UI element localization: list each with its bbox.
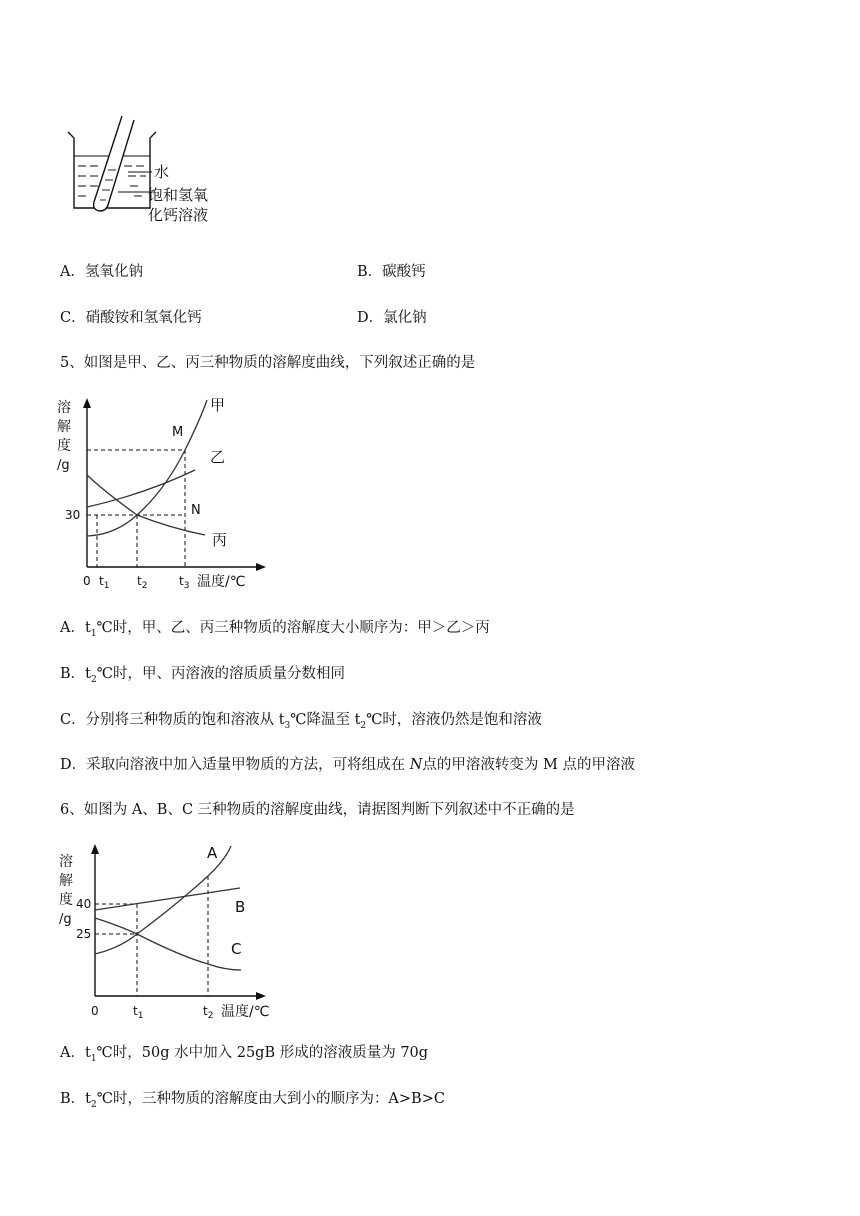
beaker-figure	[60, 112, 240, 230]
chart5-curve-bing	[87, 475, 205, 535]
chart5-series-jia: 甲	[210, 396, 226, 414]
chart5-ytick-30: 30	[65, 508, 81, 522]
chart6-ytick-40: 40	[76, 897, 92, 911]
chart6-series-c: C	[231, 940, 242, 958]
chart6-series-b: B	[235, 898, 246, 916]
chart6-xtick-t2: $t_2$	[203, 1004, 214, 1021]
chart6-xlabel: 温度/℃	[221, 1004, 270, 1020]
beaker-solution-label-1: 饱和氢氧	[148, 186, 209, 204]
chart5-point-n: N	[191, 503, 201, 518]
q4-option-c: C．硝酸铵和氢氧化钙	[60, 310, 202, 326]
chart6-ytick-25: 25	[76, 927, 92, 941]
chart-q6	[55, 838, 280, 1023]
q5-option-a: A．$t_1℃$时，甲、乙、丙三种物质的溶解度大小顺序为：甲＞乙＞丙	[60, 620, 490, 639]
chart5-ylabel-1: 溶	[57, 400, 71, 416]
beaker-water-label: 水	[154, 163, 170, 181]
q5-option-c: C．分别将三种物质的饱和溶液从 $t_3℃$降温至 $t_2℃$时，溶液仍然是饱和溶液	[60, 712, 542, 731]
chart5-xlabel: 温度/℃	[197, 574, 246, 590]
chart5-xtick-t3: $t_3$	[179, 574, 190, 591]
chart5-series-yi: 乙	[210, 448, 226, 466]
chart5-curve-jia	[87, 400, 207, 536]
chart5-point-m: M	[172, 425, 184, 440]
chart6-curve-b	[95, 888, 240, 910]
q4-option-b: B．碳酸钙	[357, 264, 426, 280]
chart6-ylabel-3: 度	[59, 892, 73, 908]
q6-option-b: B．$t_2℃$时，三种物质的溶解度由大到小的顺序为：A>B>C	[60, 1091, 445, 1110]
q5-option-d: D．采取向溶液中加入适量甲物质的方法，可将组成在 N点的甲溶液转变为 M 点的甲溶液	[60, 757, 635, 773]
chart6-origin: 0	[91, 1004, 99, 1018]
chart6-ylabel-2: 解	[59, 873, 73, 889]
chart5-xtick-t1: $t_1$	[99, 574, 110, 591]
chart5-ylabel-4: /g	[57, 458, 70, 473]
q5-stem: 5、如图是甲、乙、丙三种物质的溶解度曲线，下列叙述正确的是	[60, 355, 476, 371]
chart-q5	[55, 392, 280, 592]
chart5-ylabel-2: 解	[57, 419, 71, 435]
chart5-origin: 0	[83, 574, 91, 588]
chart6-series-a: A	[207, 844, 218, 862]
q4-option-d: D．氯化钠	[357, 310, 427, 326]
q6-option-a: A．$t_1℃$时，50g 水中加入 25gB 形成的溶液质量为 70g	[60, 1045, 429, 1064]
chart6-ylabel-4: /g	[59, 912, 72, 927]
q6-stem: 6、如图为 A、B、C 三种物质的溶解度曲线，请据图判断下列叙述中不正确的是	[60, 802, 575, 818]
chart6-ylabel-1: 溶	[59, 854, 73, 870]
chart5-xtick-t2: $t_2$	[137, 574, 148, 591]
chart5-series-bing: 丙	[212, 531, 228, 549]
chart6-xtick-t1: $t_1$	[133, 1004, 144, 1021]
q4-option-a: A．氢氧化钠	[60, 264, 143, 280]
q5-option-b: B．$t_2℃$时，甲、丙溶液的溶质质量分数相同	[60, 666, 345, 685]
chart5-ylabel-3: 度	[57, 438, 71, 454]
beaker-solution-label-2: 化钙溶液	[148, 206, 209, 224]
chart6-curve-c	[95, 918, 241, 970]
